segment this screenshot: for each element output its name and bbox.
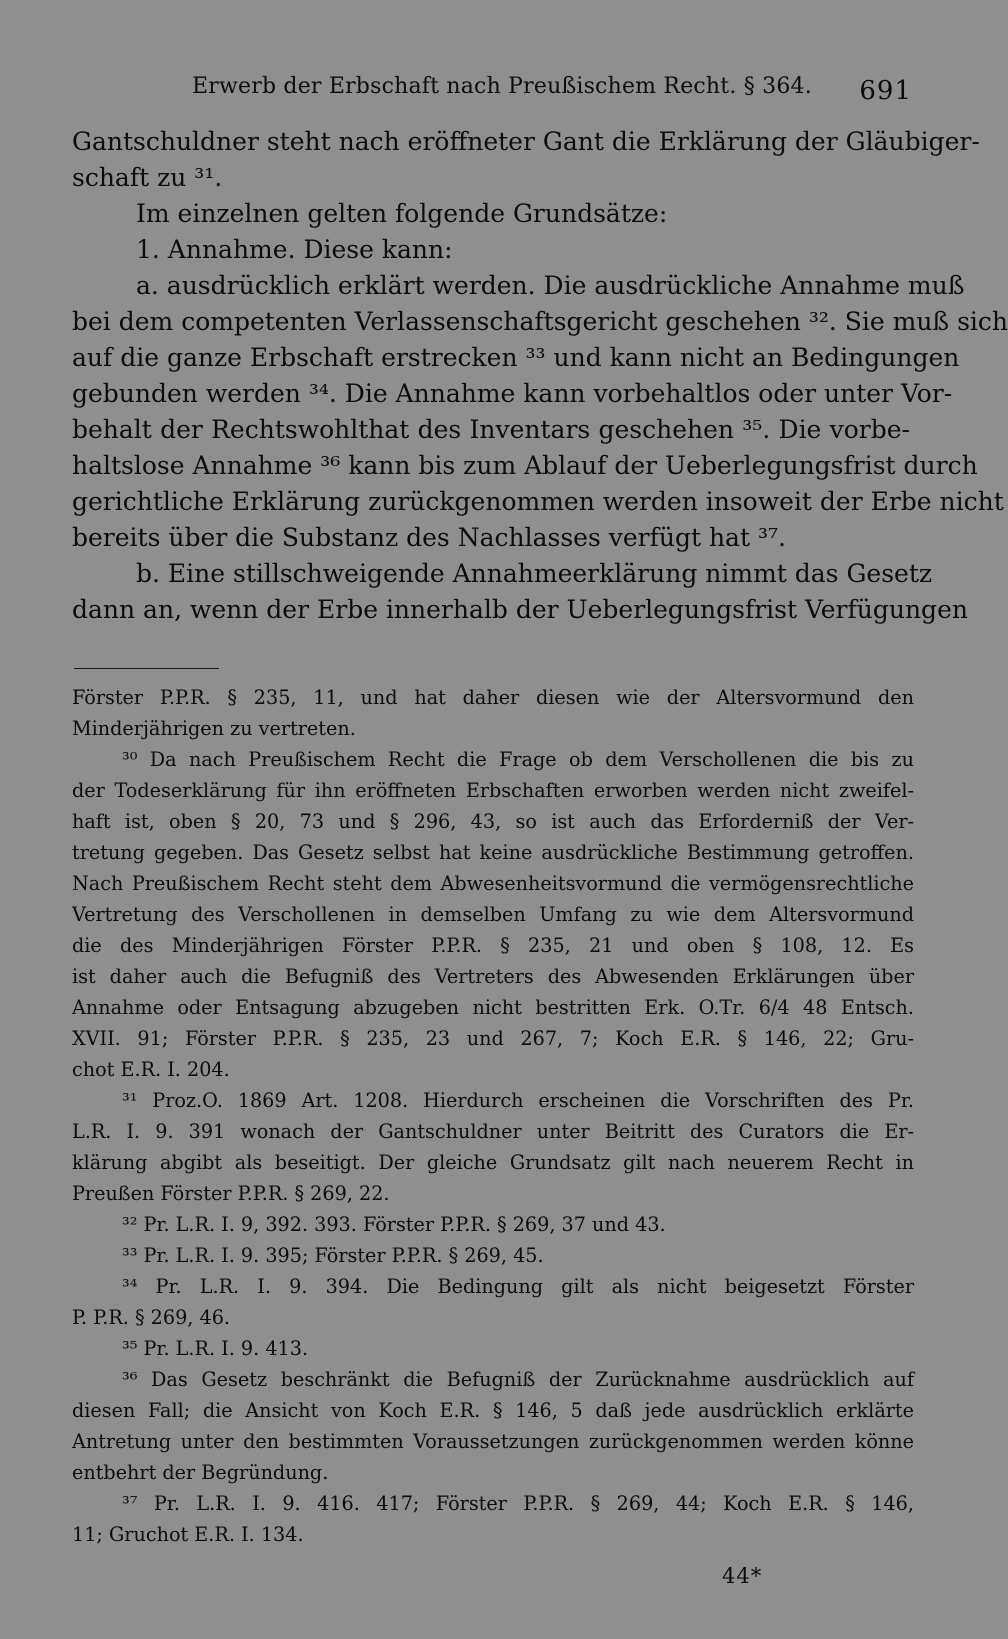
running-head [74,70,912,110]
footnote-33: ³³ Pr. L.R. I. 9. 395; Förster P.P.R. § 269, 45. [122,1244,544,1267]
body-line: bereits über die Substanz des Nachlasses verfügt hat ³⁷. [72,523,786,552]
footnote-divider [74,668,219,669]
footnote-line: 11; Gruchot E.R. I. 134. [72,1523,304,1546]
footnote-line: L.R. I. 9. 391 wonach der Gantschuldner unter Beitritt des Curators die Er- [72,1120,914,1143]
section-heading-annahme: 1. Annahme. Diese kann: [136,235,453,264]
footnote-line: tretung gegeben. Das Gesetz selbst hat keine ausdrückliche Bestimmung getroffen. [72,841,914,864]
footnote-line: P. P.R. § 269, 46. [72,1306,231,1329]
footnote-line: haft ist, oben § 20, 73 und § 296, 43, so ist auch das Erforderniß der Ver- [72,810,914,833]
body-line: haltslose Annahme ³⁶ kann bis zum Ablauf der Ueberlegungsfrist durch [72,451,978,480]
footnote-line: entbehrt der Begründung. [72,1461,329,1484]
footnote-line: diesen Fall; die Ansicht von Koch E.R. § 146, 5 daß jede ausdrücklich erklärte [72,1399,914,1422]
body-line: Gantschuldner steht nach eröffneter Gant die Erklärung der Gläubiger- [72,127,980,156]
body-line: b. Eine stillschweigende Annahmeerklärung nimmt das Gesetz [136,559,933,588]
footnotes [72,682,914,1550]
footnote-30: ³⁰ Da nach Preußischem Recht die Frage ob dem Verschollenen die bis zu [122,748,914,771]
footnote-line: Preußen Förster P.P.R. § 269, 22. [72,1182,390,1205]
footnote-line: Nach Preußischem Recht steht dem Abwesenheitsvormund die vermögensrechtliche [72,872,914,895]
footnote-line: Antretung unter den bestimmten Voraussetzungen zurückgenommen werden könne [72,1430,914,1453]
footnote-line: ist daher auch die Befugniß des Vertreters des Abwesenden Erklärungen über [72,965,914,988]
body-line: a. ausdrücklich erklärt werden. Die ausdrückliche Annahme muß [136,271,965,300]
body-line: schaft zu ³¹. [72,163,223,192]
body-line: dann an, wenn der Erbe innerhalb der Ueberlegungsfrist Verfügungen [72,595,968,624]
body-line: gebunden werden ³⁴. Die Annahme kann vorbehaltlos oder unter Vor- [72,379,953,408]
page-number: 691 [859,76,912,106]
footnote-line: der Todeserklärung für ihn eröffneten Erbschaften erworben werden nicht zweifel- [72,779,914,802]
body-line: auf die ganze Erbschaft erstrecken ³³ und kann nicht an Bedingungen [72,343,960,372]
footnote-35: ³⁵ Pr. L.R. I. 9. 413. [122,1337,309,1360]
footnote-line: klärung abgibt als beseitigt. Der gleiche Grundsatz gilt nach neuerem Recht in [72,1151,914,1174]
body-line: behalt der Rechtswohlthat des Inventars geschehen ³⁵. Die vorbe- [72,415,910,444]
body-line: Im einzelnen gelten folgende Grundsätze: [136,199,668,228]
body-line: gerichtliche Erklärung zurückgenommen werden insoweit der Erbe nicht [72,487,1004,516]
footnote-line: Förster P.P.R. § 235, 11, und hat daher diesen wie der Altersvormund den [72,686,914,709]
footnote-line: Minderjährigen zu vertreten. [72,717,356,740]
footnote-line: chot E.R. I. 204. [72,1058,230,1081]
footnote-line: Vertretung des Verschollenen in demselben Umfang zu wie dem Altersvormund [72,903,914,926]
footnote-37: ³⁷ Pr. L.R. I. 9. 416. 417; Förster P.P.R. § 269, 44; Koch E.R. § 146, [122,1492,914,1515]
running-title: Erwerb der Erbschaft nach Preußischem Recht. § 364. [192,74,812,99]
footnote-31: ³¹ Proz.O. 1869 Art. 1208. Hierdurch erscheinen die Vorschriften des Pr. [122,1089,914,1112]
body-text [72,124,1008,628]
footnote-36: ³⁶ Das Gesetz beschränkt die Befugniß der Zurücknahme ausdrücklich auf [122,1368,914,1391]
footnote-34: ³⁴ Pr. L.R. I. 9. 394. Die Bedingung gilt als nicht beigesetzt Förster [122,1275,914,1298]
footnote-32: ³² Pr. L.R. I. 9, 392. 393. Förster P.P.R. § 269, 37 und 43. [122,1213,666,1236]
footnote-line: XVII. 91; Förster P.P.R. § 235, 23 und 267, 7; Koch E.R. § 146, 22; Gru- [72,1027,914,1050]
printer-signature-mark: 44* [722,1564,763,1588]
body-line: bei dem competenten Verlassenschaftsgericht geschehen ³². Sie muß sich [72,307,1008,336]
footnote-line: Annahme oder Entsagung abzugeben nicht bestritten Erk. O.Tr. 6/4 48 Entsch. [72,996,914,1019]
footnote-line: die des Minderjährigen Förster P.P.R. § 235, 21 und oben § 108, 12. Es [72,934,914,957]
